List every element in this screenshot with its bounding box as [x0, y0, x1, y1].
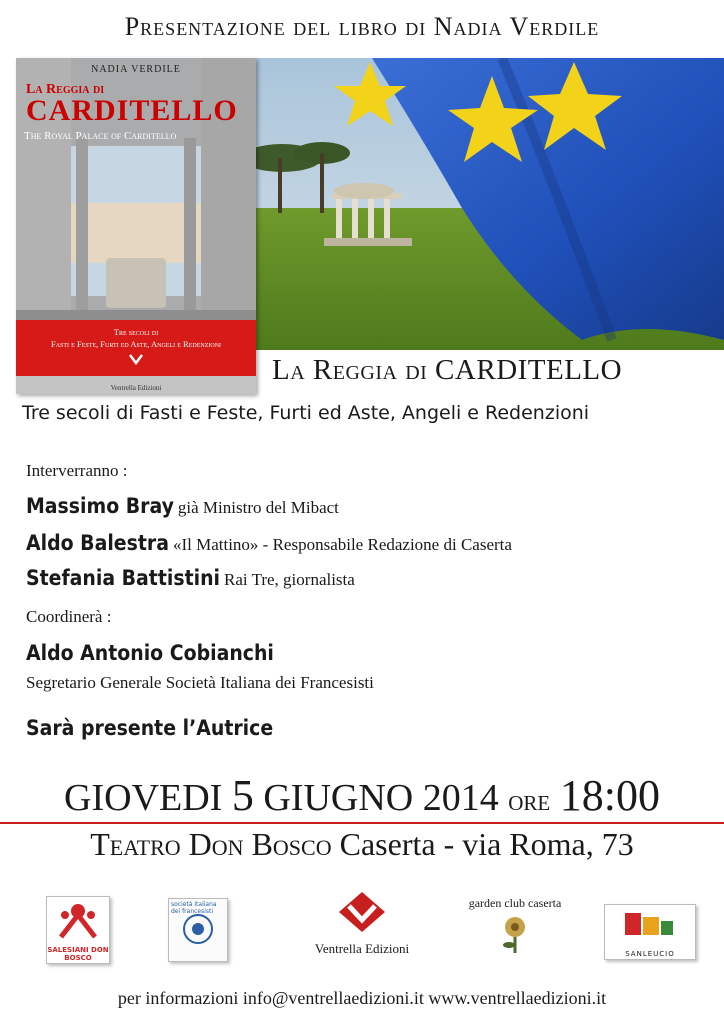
event-venue [0, 826, 724, 863]
garden-club-label: garden club caserta [468, 896, 562, 910]
ventrella-label: Ventrella Edizioni [314, 941, 410, 956]
main-title: La Reggia di CARDITELLO [272, 354, 623, 386]
book-band-line2: Fasti e Feste, Furti ed Aste, Angeli e Redenzioni [50, 339, 222, 349]
salesiani-label: SALESIANI DON BOSCO [47, 946, 109, 962]
event-ore: ore [508, 784, 551, 817]
event-day: GIOVEDI [64, 777, 223, 819]
flag-and-park-illustration [252, 58, 724, 350]
event-month: GIUGNO 2014 [263, 777, 499, 819]
sanleucio-logo-icon [605, 905, 695, 945]
hero-photo [252, 58, 724, 350]
garden-club-logo [458, 896, 572, 960]
sanleucio-logo [604, 904, 696, 960]
footer-info: per informazioni info@ventrellaedizioni.it www.ventrellaedizioni.it [117, 988, 607, 1008]
ventrella-logo-icon [128, 353, 144, 367]
salesiani-logo [46, 896, 110, 964]
flower-icon [495, 911, 535, 955]
ventrella-logo [300, 888, 424, 957]
book-cover [16, 58, 256, 394]
sif-logo [168, 898, 228, 962]
sanleucio-label: SANLEUCIO [625, 950, 675, 958]
speaker-row [26, 531, 512, 555]
poster-header: Presentazione del libro di Nadia Verdile [124, 12, 600, 41]
speakers-label: Interverranno : [26, 461, 128, 480]
speaker-row [26, 566, 355, 590]
speaker-name: Aldo Balestra [26, 531, 169, 555]
main-subtitle: Tre secoli di Fasti e Feste, Furti ed Aste, Angeli e Redenzioni [22, 402, 590, 424]
book-subtitle: The Royal Palace of Carditello [24, 130, 177, 142]
coordinator-label: Coordinerà : [26, 607, 112, 626]
venue-name: Teatro Don Bosco [90, 826, 332, 862]
divider-rule [0, 822, 724, 824]
coordinator-role: Segretario Generale Società Italiana dei Francesisti [26, 673, 374, 692]
book-author: NADIA VERDILE [91, 64, 181, 75]
speaker-role: già Ministro del Mibact [177, 498, 339, 517]
speaker-name: Massimo Bray [26, 494, 174, 518]
venue-place: Caserta - via Roma, 73 [339, 826, 634, 862]
book-band-line1: Tre secoli di [113, 327, 159, 337]
coordinator-name: Aldo Antonio Cobianchi [26, 641, 274, 665]
speaker-row [26, 494, 339, 518]
book-title-top: La Reggia di [26, 82, 105, 97]
sif-label: società italiana dei francesisti [171, 901, 217, 915]
speaker-role: «Il Mattino» - Responsabile Redazione di Caserta [172, 535, 512, 554]
book-publisher: Ventrella Edizioni [110, 384, 162, 392]
salesiani-logo-icon [47, 897, 109, 941]
author-note: Sarà presente l’Autrice [26, 716, 274, 740]
ventrella-logo-icon [335, 888, 389, 936]
event-date [0, 770, 724, 821]
event-daynum: 5 [231, 771, 254, 820]
book-band [16, 320, 256, 376]
speaker-role: Rai Tre, giornalista [224, 570, 355, 589]
speaker-name: Stefania Battistini [26, 566, 221, 590]
book-title-main: CARDITELLO [26, 94, 238, 127]
event-time: 18:00 [559, 771, 660, 820]
